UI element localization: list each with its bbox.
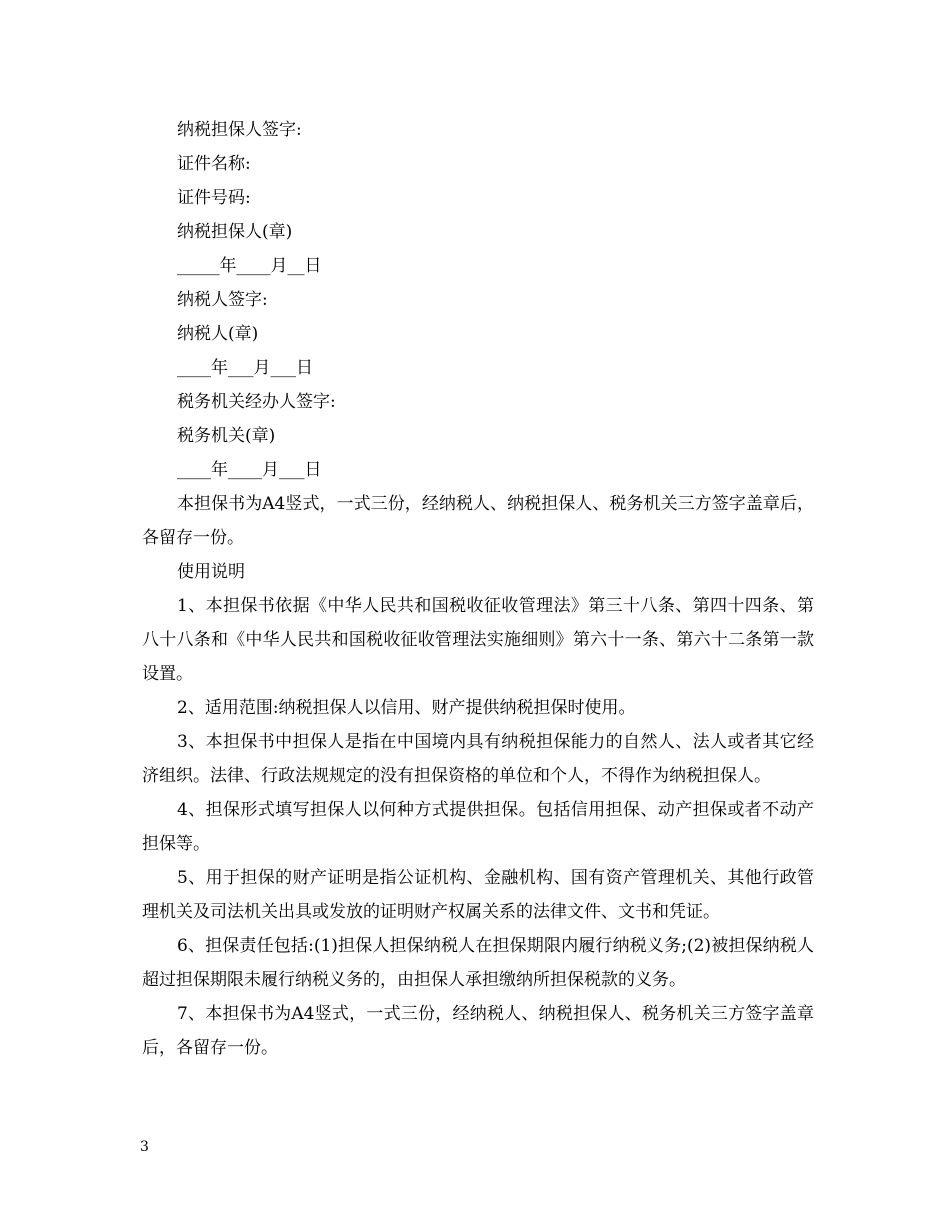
- taxpayer-seal-line: 纳税人(章): [177, 324, 259, 344]
- id-name-line: 证件名称:: [177, 154, 251, 174]
- officer-signature-line: 税务机关经办人签字:: [177, 392, 336, 412]
- instruction-item-6: 6、担保责任包括:(1)担保人担保纳税人在担保期限内履行纳税义务;(2)被担保纳税人超过担保期限未履行纳税义务的，由担保人承担缴纳所担保税款的义务。: [142, 936, 814, 990]
- format-note-paragraph: 本担保书为A4竖式，一式三份，经纳税人、纳税担保人、税务机关三方签字盖章后，各留存一份。: [142, 494, 814, 548]
- instruction-item-7: 7、本担保书为A4竖式，一式三份，经纳税人、纳税担保人、税务机关三方签字盖章后，各留存一份。: [142, 1004, 814, 1058]
- guarantor-signature-line: 纳税担保人签字:: [177, 120, 302, 140]
- instruction-item-3: 3、本担保书中担保人是指在中国境内具有纳税担保能力的自然人、法人或者其它经济组织。法律、行政法规规定的没有担保资格的单位和个人，不得作为纳税担保人。: [142, 732, 814, 786]
- instruction-item-1: 1、本担保书依据《中华人民共和国税收征收管理法》第三十八条、第四十四条、第八十八条和《中华人民共和国税收征收管理法实施细则》第六十一条、第六十二条第一款设置。: [142, 596, 814, 684]
- page-number: 3: [140, 1139, 149, 1155]
- guarantor-date-line: _____年____月__日: [177, 256, 322, 276]
- document-content: [142, 113, 814, 1065]
- id-number-line: 证件号码:: [177, 188, 251, 208]
- taxpayer-signature-line: 纳税人签字:: [177, 290, 268, 310]
- instruction-item-5: 5、用于担保的财产证明是指公证机构、金融机构、国有资产管理机关、其他行政管理机关及司法机关出具或发放的证明财产权属关系的法律文件、文书和凭证。: [142, 868, 814, 922]
- authority-seal-line: 税务机关(章): [177, 426, 276, 446]
- taxpayer-date-line: ____年___月___日: [177, 358, 313, 378]
- instruction-item-4: 4、担保形式填写担保人以何种方式提供担保。包括信用担保、动产担保或者不动产担保等。: [142, 800, 814, 854]
- guarantor-seal-line: 纳税担保人(章): [177, 222, 293, 242]
- instruction-item-2: 2、适用范围:纳税担保人以信用、财产提供纳税担保时使用。: [177, 698, 636, 718]
- instructions-heading: 使用说明: [177, 562, 245, 582]
- authority-date-line: ____年____月___日: [177, 460, 322, 480]
